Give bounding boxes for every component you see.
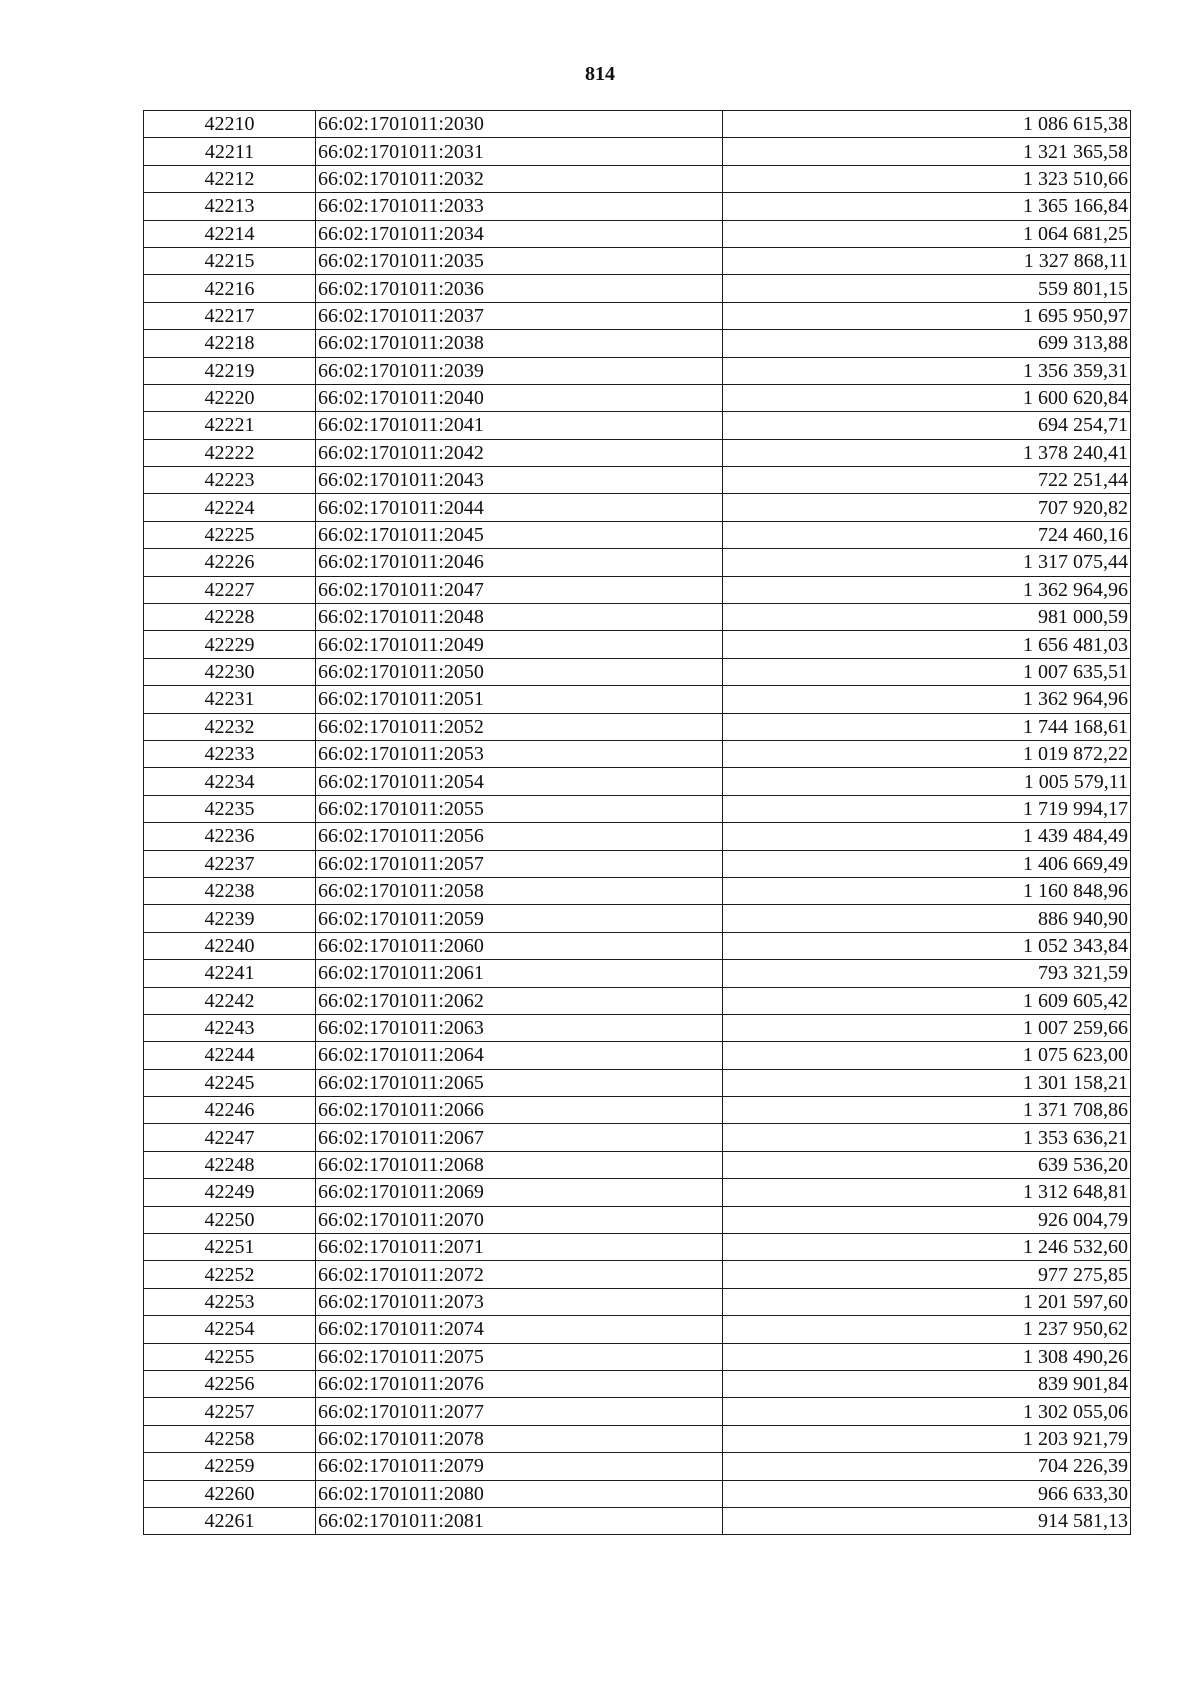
cadastral-number-cell: 66:02:1701011:2035	[316, 247, 723, 274]
cadastral-value-cell: 839 901,84	[723, 1370, 1131, 1397]
cadastral-value-cell: 707 920,82	[723, 494, 1131, 521]
cadastral-number-cell: 66:02:1701011:2081	[316, 1507, 723, 1534]
row-number-cell: 42251	[144, 1234, 316, 1261]
row-number-cell: 42256	[144, 1370, 316, 1397]
table-row	[144, 1124, 1131, 1151]
cadastral-number-cell: 66:02:1701011:2067	[316, 1124, 723, 1151]
table-row	[144, 1425, 1131, 1452]
row-number-cell: 42217	[144, 302, 316, 329]
cadastral-number-cell: 66:02:1701011:2075	[316, 1343, 723, 1370]
table-row	[144, 1097, 1131, 1124]
row-number-cell: 42222	[144, 439, 316, 466]
row-number-cell: 42244	[144, 1042, 316, 1069]
row-number-cell: 42215	[144, 247, 316, 274]
cadastral-value-cell: 977 275,85	[723, 1261, 1131, 1288]
cadastral-number-cell: 66:02:1701011:2061	[316, 960, 723, 987]
table-row	[144, 330, 1131, 357]
table-row	[144, 795, 1131, 822]
table-row	[144, 1288, 1131, 1315]
row-number-cell: 42230	[144, 658, 316, 685]
table-row	[144, 247, 1131, 274]
cadastral-value-cell: 1 656 481,03	[723, 631, 1131, 658]
row-number-cell: 42255	[144, 1343, 316, 1370]
cadastral-value-cell: 1 327 868,11	[723, 247, 1131, 274]
page-number: 814	[585, 63, 615, 85]
row-number-cell: 42238	[144, 877, 316, 904]
table-row	[144, 740, 1131, 767]
row-number-cell: 42228	[144, 604, 316, 631]
table-row	[144, 275, 1131, 302]
row-number-cell: 42246	[144, 1097, 316, 1124]
cadastral-number-cell: 66:02:1701011:2073	[316, 1288, 723, 1315]
cadastral-value-cell: 1 321 365,58	[723, 138, 1131, 165]
cadastral-value-cell: 1 378 240,41	[723, 439, 1131, 466]
cadastral-value-cell: 1 695 950,97	[723, 302, 1131, 329]
row-number-cell: 42250	[144, 1206, 316, 1233]
cadastral-number-cell: 66:02:1701011:2043	[316, 467, 723, 494]
table-row	[144, 768, 1131, 795]
row-number-cell: 42225	[144, 521, 316, 548]
cadastral-value-cell: 1 356 359,31	[723, 357, 1131, 384]
table-row	[144, 1453, 1131, 1480]
cadastral-value-cell: 1 308 490,26	[723, 1343, 1131, 1370]
table-row	[144, 1042, 1131, 1069]
cadastral-value-cell: 1 323 510,66	[723, 165, 1131, 192]
table-row	[144, 220, 1131, 247]
cadastral-number-cell: 66:02:1701011:2062	[316, 987, 723, 1014]
row-number-cell: 42232	[144, 713, 316, 740]
table-row	[144, 576, 1131, 603]
table-row	[144, 1370, 1131, 1397]
cadastral-number-cell: 66:02:1701011:2036	[316, 275, 723, 302]
row-number-cell: 42243	[144, 1014, 316, 1041]
row-number-cell: 42235	[144, 795, 316, 822]
table-row	[144, 1343, 1131, 1370]
cadastral-number-cell: 66:02:1701011:2070	[316, 1206, 723, 1233]
row-number-cell: 42242	[144, 987, 316, 1014]
cadastral-value-cell: 914 581,13	[723, 1507, 1131, 1534]
cadastral-number-cell: 66:02:1701011:2056	[316, 823, 723, 850]
cadastral-value-cell: 1 237 950,62	[723, 1316, 1131, 1343]
cadastral-number-cell: 66:02:1701011:2080	[316, 1480, 723, 1507]
cadastral-value-cell: 1 064 681,25	[723, 220, 1131, 247]
cadastral-value-cell: 694 254,71	[723, 412, 1131, 439]
cadastral-number-cell: 66:02:1701011:2066	[316, 1097, 723, 1124]
cadastral-number-cell: 66:02:1701011:2045	[316, 521, 723, 548]
table-row	[144, 1069, 1131, 1096]
table-row	[144, 658, 1131, 685]
cadastral-number-cell: 66:02:1701011:2030	[316, 111, 723, 138]
cadastral-number-cell: 66:02:1701011:2071	[316, 1234, 723, 1261]
cadastral-number-cell: 66:02:1701011:2064	[316, 1042, 723, 1069]
table-row	[144, 905, 1131, 932]
table-row	[144, 987, 1131, 1014]
cadastral-value-cell: 1 201 597,60	[723, 1288, 1131, 1315]
cadastral-number-cell: 66:02:1701011:2052	[316, 713, 723, 740]
table-row	[144, 302, 1131, 329]
row-number-cell: 42218	[144, 330, 316, 357]
cadastral-value-cell: 724 460,16	[723, 521, 1131, 548]
cadastral-number-cell: 66:02:1701011:2054	[316, 768, 723, 795]
cadastral-value-cell: 722 251,44	[723, 467, 1131, 494]
table-row	[144, 1316, 1131, 1343]
cadastral-number-cell: 66:02:1701011:2058	[316, 877, 723, 904]
cadastral-value-cell: 1 075 623,00	[723, 1042, 1131, 1069]
table-row	[144, 1261, 1131, 1288]
table-row	[144, 412, 1131, 439]
table-row	[144, 1234, 1131, 1261]
row-number-cell: 42223	[144, 467, 316, 494]
cadastral-value-cell: 1 317 075,44	[723, 549, 1131, 576]
cadastral-value-cell: 1 005 579,11	[723, 768, 1131, 795]
table-row	[144, 549, 1131, 576]
cadastral-value-cell: 1 406 669,49	[723, 850, 1131, 877]
cadastral-number-cell: 66:02:1701011:2077	[316, 1398, 723, 1425]
row-number-cell: 42210	[144, 111, 316, 138]
row-number-cell: 42227	[144, 576, 316, 603]
row-number-cell: 42221	[144, 412, 316, 439]
cadastral-number-cell: 66:02:1701011:2055	[316, 795, 723, 822]
cadastral-number-cell: 66:02:1701011:2060	[316, 932, 723, 959]
cadastral-value-cell: 1 302 055,06	[723, 1398, 1131, 1425]
cadastral-number-cell: 66:02:1701011:2059	[316, 905, 723, 932]
row-number-cell: 42224	[144, 494, 316, 521]
cadastral-number-cell: 66:02:1701011:2072	[316, 1261, 723, 1288]
cadastral-number-cell: 66:02:1701011:2033	[316, 193, 723, 220]
table-row	[144, 1507, 1131, 1534]
cadastral-number-cell: 66:02:1701011:2048	[316, 604, 723, 631]
cadastral-number-cell: 66:02:1701011:2039	[316, 357, 723, 384]
cadastral-value-cell: 886 940,90	[723, 905, 1131, 932]
cadastral-value-cell: 1 019 872,22	[723, 740, 1131, 767]
cadastral-value-cell: 1 203 921,79	[723, 1425, 1131, 1452]
cadastral-value-cell: 1 600 620,84	[723, 384, 1131, 411]
cadastral-value-cell: 1 246 532,60	[723, 1234, 1131, 1261]
table-row	[144, 713, 1131, 740]
cadastral-value-cell: 1 052 343,84	[723, 932, 1131, 959]
cadastral-number-cell: 66:02:1701011:2079	[316, 1453, 723, 1480]
row-number-cell: 42231	[144, 686, 316, 713]
row-number-cell: 42261	[144, 1507, 316, 1534]
cadastral-number-cell: 66:02:1701011:2040	[316, 384, 723, 411]
cadastral-value-cell: 704 226,39	[723, 1453, 1131, 1480]
table-row	[144, 138, 1131, 165]
row-number-cell: 42236	[144, 823, 316, 850]
table-row	[144, 111, 1131, 138]
row-number-cell: 42254	[144, 1316, 316, 1343]
row-number-cell: 42229	[144, 631, 316, 658]
row-number-cell: 42214	[144, 220, 316, 247]
row-number-cell: 42233	[144, 740, 316, 767]
cadastral-number-cell: 66:02:1701011:2050	[316, 658, 723, 685]
cadastral-number-cell: 66:02:1701011:2038	[316, 330, 723, 357]
table-row	[144, 604, 1131, 631]
row-number-cell: 42252	[144, 1261, 316, 1288]
cadastral-number-cell: 66:02:1701011:2053	[316, 740, 723, 767]
cadastral-number-cell: 66:02:1701011:2031	[316, 138, 723, 165]
row-number-cell: 42237	[144, 850, 316, 877]
cadastral-value-cell: 639 536,20	[723, 1151, 1131, 1178]
row-number-cell: 42260	[144, 1480, 316, 1507]
table-row	[144, 823, 1131, 850]
cadastral-value-cell: 1 312 648,81	[723, 1179, 1131, 1206]
cadastral-number-cell: 66:02:1701011:2069	[316, 1179, 723, 1206]
cadastral-number-cell: 66:02:1701011:2042	[316, 439, 723, 466]
row-number-cell: 42249	[144, 1179, 316, 1206]
row-number-cell: 42213	[144, 193, 316, 220]
row-number-cell: 42219	[144, 357, 316, 384]
table-row	[144, 439, 1131, 466]
table-row	[144, 384, 1131, 411]
table-row	[144, 521, 1131, 548]
table-row	[144, 1014, 1131, 1041]
cadastral-number-cell: 66:02:1701011:2046	[316, 549, 723, 576]
cadastral-value-cell: 1 719 994,17	[723, 795, 1131, 822]
cadastral-value-cell: 1 609 605,42	[723, 987, 1131, 1014]
cadastral-value-cell: 793 321,59	[723, 960, 1131, 987]
row-number-cell: 42234	[144, 768, 316, 795]
table-row	[144, 357, 1131, 384]
row-number-cell: 42212	[144, 165, 316, 192]
row-number-cell: 42248	[144, 1151, 316, 1178]
cadastral-number-cell: 66:02:1701011:2032	[316, 165, 723, 192]
table-row	[144, 193, 1131, 220]
row-number-cell: 42247	[144, 1124, 316, 1151]
table-row	[144, 631, 1131, 658]
table-row	[144, 850, 1131, 877]
cadastral-value-table	[143, 110, 1131, 1535]
table-body	[144, 111, 1131, 1535]
cadastral-value-cell: 1 353 636,21	[723, 1124, 1131, 1151]
cadastral-number-cell: 66:02:1701011:2063	[316, 1014, 723, 1041]
row-number-cell: 42216	[144, 275, 316, 302]
table-row	[144, 1480, 1131, 1507]
cadastral-value-cell: 1 301 158,21	[723, 1069, 1131, 1096]
table-row	[144, 960, 1131, 987]
cadastral-number-cell: 66:02:1701011:2047	[316, 576, 723, 603]
cadastral-value-cell: 1 744 168,61	[723, 713, 1131, 740]
table-row	[144, 494, 1131, 521]
cadastral-number-cell: 66:02:1701011:2034	[316, 220, 723, 247]
row-number-cell: 42241	[144, 960, 316, 987]
row-number-cell: 42257	[144, 1398, 316, 1425]
cadastral-value-cell: 699 313,88	[723, 330, 1131, 357]
cadastral-value-cell: 981 000,59	[723, 604, 1131, 631]
row-number-cell: 42226	[144, 549, 316, 576]
row-number-cell: 42220	[144, 384, 316, 411]
cadastral-value-cell: 1 439 484,49	[723, 823, 1131, 850]
cadastral-number-cell: 66:02:1701011:2078	[316, 1425, 723, 1452]
table-row	[144, 1206, 1131, 1233]
cadastral-value-cell: 559 801,15	[723, 275, 1131, 302]
row-number-cell: 42245	[144, 1069, 316, 1096]
cadastral-value-cell: 1 007 635,51	[723, 658, 1131, 685]
cadastral-value-cell: 966 633,30	[723, 1480, 1131, 1507]
cadastral-number-cell: 66:02:1701011:2076	[316, 1370, 723, 1397]
cadastral-value-cell: 1 365 166,84	[723, 193, 1131, 220]
cadastral-value-cell: 1 160 848,96	[723, 877, 1131, 904]
cadastral-number-cell: 66:02:1701011:2057	[316, 850, 723, 877]
cadastral-number-cell: 66:02:1701011:2065	[316, 1069, 723, 1096]
cadastral-number-cell: 66:02:1701011:2037	[316, 302, 723, 329]
cadastral-number-cell: 66:02:1701011:2051	[316, 686, 723, 713]
table-row	[144, 165, 1131, 192]
cadastral-value-cell: 1 086 615,38	[723, 111, 1131, 138]
table-row	[144, 1398, 1131, 1425]
row-number-cell: 42211	[144, 138, 316, 165]
cadastral-value-cell: 1 362 964,96	[723, 576, 1131, 603]
cadastral-number-cell: 66:02:1701011:2044	[316, 494, 723, 521]
cadastral-value-cell: 926 004,79	[723, 1206, 1131, 1233]
cadastral-value-cell: 1 007 259,66	[723, 1014, 1131, 1041]
table-row	[144, 686, 1131, 713]
row-number-cell: 42253	[144, 1288, 316, 1315]
cadastral-number-cell: 66:02:1701011:2068	[316, 1151, 723, 1178]
cadastral-number-cell: 66:02:1701011:2049	[316, 631, 723, 658]
table-row	[144, 1179, 1131, 1206]
table-row	[144, 877, 1131, 904]
table-row	[144, 932, 1131, 959]
cadastral-value-cell: 1 362 964,96	[723, 686, 1131, 713]
row-number-cell: 42258	[144, 1425, 316, 1452]
cadastral-number-cell: 66:02:1701011:2041	[316, 412, 723, 439]
cadastral-number-cell: 66:02:1701011:2074	[316, 1316, 723, 1343]
table-row	[144, 1151, 1131, 1178]
cadastral-value-cell: 1 371 708,86	[723, 1097, 1131, 1124]
row-number-cell: 42239	[144, 905, 316, 932]
table-row	[144, 467, 1131, 494]
row-number-cell: 42240	[144, 932, 316, 959]
row-number-cell: 42259	[144, 1453, 316, 1480]
